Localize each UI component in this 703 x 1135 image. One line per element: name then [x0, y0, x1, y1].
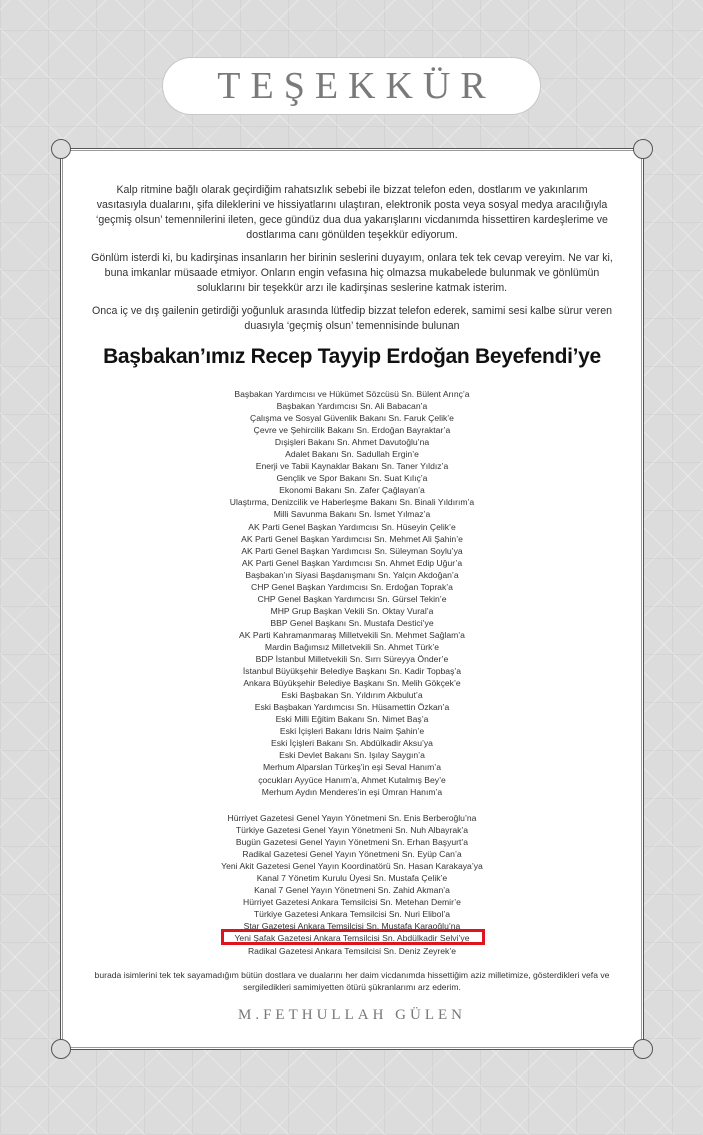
list-item: Eski Devlet Bakanı Sn. Işılay Saygın’a — [279, 750, 425, 761]
list-item: Türkiye Gazetesi Ankara Temsilcisi Sn. Nuri Elibol’a — [253, 909, 451, 920]
list-item: Star Gazetesi Ankara Temsilcisi Sn. Mustafa Karaoğlu’na — [243, 921, 461, 932]
list-item: Radikal Gazetesi Ankara Temsilcisi Sn. Deniz Zeyrek’e — [247, 945, 457, 956]
intro-text — [91, 183, 613, 342]
letter-card — [60, 148, 644, 1050]
signature: M.FETHULLAH GÜLEN — [238, 1007, 466, 1023]
list-item: Başbakan Yardımcısı ve Hükümet Sözcüsü Sn. Bülent Arınç’a — [234, 389, 470, 399]
list-item: CHP Genel Başkan Yardımcısı Sn. Erdoğan Toprak’a — [251, 581, 453, 592]
list-item: Hürriyet Gazetesi Ankara Temsilcisi Sn. Metehan Demir’e — [243, 897, 461, 908]
list-item: Gençlik ve Spor Bakanı Sn. Suat Kılıç’a — [276, 473, 428, 484]
list-item: BBP Genel Başkanı Sn. Mustafa Destici’ye — [270, 617, 434, 628]
list-item: Ekonomi Bakanı Sn. Zafer Çağlayan’a — [279, 485, 425, 496]
list-item: CHP Genel Başkan Yardımcısı Sn. Gürsel Tekin’e — [257, 593, 447, 604]
list-item: AK Parti Kahramanmaraş Milletvekili Sn. Mehmet Sağlam’a — [239, 629, 465, 640]
list-item: Adalet Bakanı Sn. Sadullah Ergin’e — [285, 449, 419, 460]
intro-paragraph-3: Onca iç ve dış gailenin getirdiği yoğunluk arasında lütfedip bizzat telefon ederek, samimi sesi kalbe sürur veren duasıyla ‘geçmiş olsun’ temennisinde bulunan — [92, 305, 612, 332]
list-item: Radikal Gazetesi Genel Yayın Yönetmeni Sn. Eyüp Can’a — [242, 849, 462, 860]
list-item: AK Parti Genel Başkan Yardımcısı Sn. Hüseyin Çelik’e — [248, 521, 456, 532]
list-item: AK Parti Genel Başkan Yardımcısı Sn. Süleyman Soylu’ya — [241, 545, 463, 556]
list-item: AK Parti Genel Başkan Yardımcısı Sn. Ahmet Edip Uğur’a — [241, 557, 463, 568]
intro-paragraph-2: Gönlüm isterdi ki, bu kadirşinas insanların her birinin seslerini duyayım, onlara tek tek cevap vereyim. Ne var ki, buna imkanlar müsaade etmiyor. Onların engin vefasına hiç olmazsa mukabelede bulunmak ve gönlümün soluklarını bir teşekkür arzı ile kadirşinas seslerine katmak isterim. — [91, 252, 613, 294]
list-item: Başbakan’ın Siyasi Başdanışmanı Sn. Yalçın Akdoğan’a — [245, 569, 459, 580]
title-banner — [163, 58, 540, 114]
list-item: Bugün Gazetesi Genel Yayın Yönetmeni Sn. Erhan Başyurt’a — [235, 837, 469, 848]
list-item: Çalışma ve Sosyal Güvenlik Bakanı Sn. Faruk Çelik’e — [250, 413, 454, 424]
list-item: Eski Milli Eğitim Bakanı Sn. Nimet Baş’a — [275, 714, 429, 725]
list-item: Enerji ve Tabii Kaynaklar Bakanı Sn. Taner Yıldız’a — [255, 461, 449, 472]
list-item: Mardin Bağımsız Milletvekili Sn. Ahmet Türk’e — [264, 641, 440, 652]
list-item: Yeni Akit Gazetesi Genel Yayın Koordinatörü Sn. Hasan Karakaya’ya — [221, 861, 483, 872]
list-item: MHP Grup Başkan Vekili Sn. Oktay Vural’a — [270, 605, 434, 616]
list-item: Dışişleri Bakanı Sn. Ahmet Davutoğlu’na — [274, 437, 430, 448]
list-item: Merhum Aydın Menderes’in eşi Ümran Hanım’a — [261, 786, 443, 797]
list-item: BDP İstanbul Milletvekili Sn. Sırrı Süreyya Önder’e — [255, 654, 449, 665]
list-item: çocukları Ayyüce Hanım’a, Ahmet Kutalmış Bey’e — [258, 774, 446, 785]
list-item: Kanal 7 Yönetim Kurulu Üyesi Sn. Mustafa Çelik’e — [256, 873, 448, 884]
list-item: Ulaştırma, Denizcilik ve Haberleşme Bakanı Sn. Binali Yıldırım’a — [229, 497, 475, 508]
list-item: Başbakan Yardımcısı Sn. Ali Babacan’a — [276, 401, 428, 412]
list-item: AK Parti Genel Başkan Yardımcısı Sn. Mehmet Ali Şahin’e — [241, 533, 463, 544]
list-item: İstanbul Büyükşehir Belediye Başkanı Sn. Kadir Topbaş’a — [242, 666, 462, 677]
officials-list — [61, 388, 643, 798]
list-item: Eski Başbakan Yardımcısı Sn. Hüsamettin Özkan’a — [254, 702, 450, 713]
list-item: Eski İçişleri Bakanı İdris Naim Şahin’e — [279, 726, 425, 737]
recipient-heading: Başbakan’ımız Recep Tayyip Erdoğan Beyefendi’ye — [103, 345, 601, 368]
list-item: Ankara Büyükşehir Belediye Başkanı Sn. Melih Gökçek’e — [243, 678, 461, 689]
list-item: Merhum Alparslan Türkeş’in eşi Seval Hanım’a — [263, 762, 441, 773]
list-item: Kanal 7 Genel Yayın Yönetmeni Sn. Zahid Akman’a — [254, 885, 450, 896]
page-title: TEŞEKKÜR — [217, 65, 496, 107]
intro-paragraph-1: Kalp ritmine bağlı olarak geçirdiğim rahatsızlık sebebi ile bizzat telefon eden, dostlarım ve yakınlarım vasıtasıyla dualarını, şifa dileklerini ve hissiyatlarını ulaştıran, elektronik posta veya sosyal medya aracılığıyla ‘geçmiş olsun’ temennilerini ileten, gece gündüz dua dua yakarışlarını vicdanımda hissettiren kardeşlerime ve dostlarıma canı gönülden teşekkür ediyorum. — [96, 184, 608, 241]
media-list — [61, 812, 643, 957]
list-item: Türkiye Gazetesi Genel Yayın Yönetmeni Sn. Nuh Albayrak’a — [235, 825, 469, 836]
list-item: Milli Savunma Bakanı Sn. İsmet Yılmaz’a — [273, 509, 431, 520]
closing-text: burada isimlerini tek tek sayamadığım bütün dostlara ve dualarını her daim vicdanımda hissettiğim aziz milletimize, gösterdikleri vefa ve sergiledikleri samimiyetten ötürü şükranlarımı arz ederim. — [94, 970, 610, 992]
list-item: Yeni Şafak Gazetesi Ankara Temsilcisi Sn. Abdülkadir Selvi’ye — [234, 933, 470, 944]
list-item: Çevre ve Şehircilik Bakanı Sn. Erdoğan Bayraktar’a — [253, 425, 451, 436]
list-item: Hürriyet Gazetesi Genel Yayın Yönetmeni Sn. Enis Berberoğlu’na — [227, 813, 477, 823]
list-item: Eski Başbakan Sn. Yıldırım Akbulut’a — [281, 690, 423, 701]
list-item: Eski İçişleri Bakanı Sn. Abdülkadir Aksu’ya — [271, 738, 433, 749]
